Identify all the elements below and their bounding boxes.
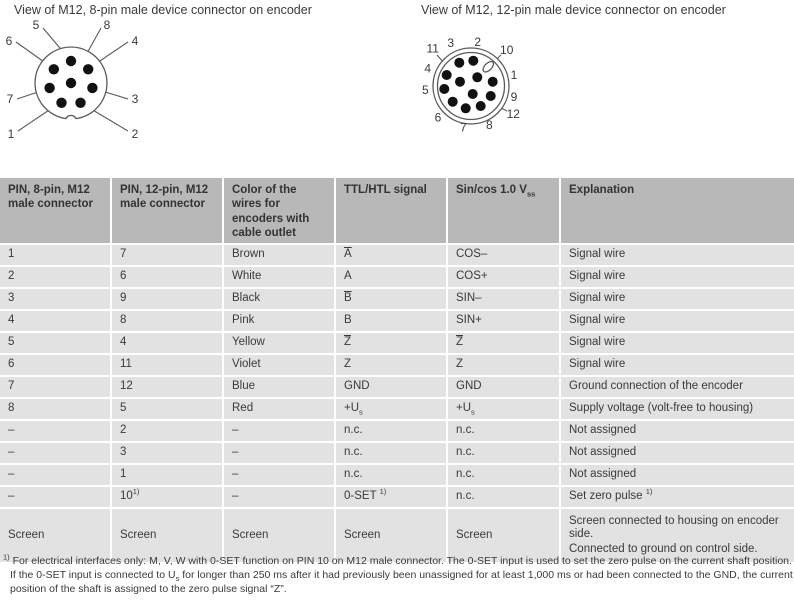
table-header-row xyxy=(0,178,794,245)
cell-r2-c1: 2 xyxy=(0,267,112,289)
cell-text: Explanation xyxy=(569,184,635,196)
cell-r9-c5: n.c. xyxy=(448,421,561,443)
footnote: $^{1)}$ For electrical interfaces only: M, V, W with 0-SET function on PIN 10 on M12 male connector. The 0-SET input is used to set the zero pulse on the current shaft position. If the 0-SET input is connected to $U_s$ for longer than 250 ms after it had previously been unassigned for at least 1,000 ms or had been connected to the GND, the current position of the shaft is assigned to the zero pulse signal “Z”. xyxy=(3,552,793,595)
pin-12-dot xyxy=(468,89,478,99)
column-header-5: Sin/cos 1.0 $V_{ss}$ xyxy=(448,178,561,245)
cell-r12-c5: n.c. xyxy=(448,487,561,509)
column-header-4 xyxy=(336,178,448,245)
cell-r9-c3: – xyxy=(224,421,336,443)
cell-r9-c4: n.c. xyxy=(336,421,448,443)
pin-10-dot xyxy=(472,72,482,82)
table-row-8 xyxy=(0,399,794,421)
cell-r1-c3: Brown xyxy=(224,245,336,267)
pin-label-2: 2 xyxy=(131,127,139,142)
cell-text: Color of the wires for encoders with cable outlet xyxy=(232,184,310,240)
cell-r13-c2: Screen xyxy=(112,509,224,565)
cell-r2-c2: 6 xyxy=(112,267,224,289)
cell-r5-c4 xyxy=(336,333,448,355)
pin-9-dot xyxy=(486,91,496,101)
m12-8pin-connector-diagram xyxy=(0,14,150,159)
cell-r10-c3: – xyxy=(224,443,336,465)
cell-text: $\overline{B}$ xyxy=(344,291,352,304)
cell-r3-c3: Black xyxy=(224,289,336,311)
cell-r4-c2: 8 xyxy=(112,311,224,333)
pin-label-7: 7 xyxy=(6,92,14,107)
table-row-6 xyxy=(0,355,794,377)
cell-r6-c5: Z xyxy=(448,355,561,377)
cell-r6-c1: 6 xyxy=(0,355,112,377)
pin-7-dot xyxy=(44,83,54,93)
pin-label-12: 12 xyxy=(506,107,520,122)
cell-r2-c4: A xyxy=(336,267,448,289)
cell-r11-c5: n.c. xyxy=(448,465,561,487)
cell-r13-c5: Screen xyxy=(448,509,561,565)
pin-label-10: 10 xyxy=(500,42,514,57)
cell-r3-c2: 9 xyxy=(112,289,224,311)
cell-r3-c6: Signal wire xyxy=(561,289,794,311)
cell-r4-c6: Signal wire xyxy=(561,311,794,333)
cell-r12-c3: – xyxy=(224,487,336,509)
cell-r13-c4: Screen xyxy=(336,509,448,565)
cell-r12-c4: 0-SET $^{1)}$ xyxy=(336,487,448,509)
pin-1-dot xyxy=(56,98,66,108)
pin-label-5: 5 xyxy=(421,82,429,97)
cell-text: TTL/HTL signal xyxy=(344,184,427,196)
cell-r7-c2: 12 xyxy=(112,377,224,399)
pin-label-1: 1 xyxy=(7,127,15,142)
table-row-5 xyxy=(0,333,794,355)
pin-label-6: 6 xyxy=(5,34,13,49)
pin-label-9: 9 xyxy=(510,89,518,104)
pin-4-dot xyxy=(83,64,93,74)
cell-text: 0-SET xyxy=(344,489,380,502)
cell-r1-c1: 1 xyxy=(0,245,112,267)
pin-label-5: 5 xyxy=(32,18,40,33)
cell-r11-c1: – xyxy=(0,465,112,487)
cell-text: +U xyxy=(344,401,360,414)
pin-3-dot xyxy=(87,83,97,93)
cell-r3-c5: SIN– xyxy=(448,289,561,311)
cell-r11-c3: – xyxy=(224,465,336,487)
pin-6-dot xyxy=(448,97,458,107)
cell-r7-c5: GND xyxy=(448,377,561,399)
cell-r4-c1: 4 xyxy=(0,311,112,333)
cell-r5-c6: Signal wire xyxy=(561,333,794,355)
table-row-9 xyxy=(0,421,794,443)
table-row-4 xyxy=(0,311,794,333)
pin-label-4: 4 xyxy=(131,34,139,49)
cell-r8-c4: $+U_s$ xyxy=(336,399,448,421)
pin-label-11: 11 xyxy=(426,41,439,56)
pin-5-dot xyxy=(439,84,449,94)
cell-r1-c4 xyxy=(336,245,448,267)
cell-r10-c5: n.c. xyxy=(448,443,561,465)
pin-label-2: 2 xyxy=(474,34,482,49)
cell-r13-c3: Screen xyxy=(224,509,336,565)
cell-r5-c5 xyxy=(448,333,561,355)
cell-text: +U xyxy=(456,401,472,414)
cell-r2-c3: White xyxy=(224,267,336,289)
cell-r12-c6: Set zero pulse $^{1)}$ xyxy=(561,487,794,509)
explanation-line: Screen connected to housing on encoder side. xyxy=(569,514,779,540)
cell-r1-c6: Signal wire xyxy=(561,245,794,267)
pin-3-dot xyxy=(454,58,464,68)
cell-r6-c6: Signal wire xyxy=(561,355,794,377)
cell-r13-c1: Screen xyxy=(0,509,112,565)
table-row-3 xyxy=(0,289,794,311)
column-header-6 xyxy=(561,178,794,245)
cell-r11-c4: n.c. xyxy=(336,465,448,487)
cell-r12-c1: – xyxy=(0,487,112,509)
cell-r5-c2: 4 xyxy=(112,333,224,355)
cell-r5-c1: 5 xyxy=(0,333,112,355)
pin-assignment-table xyxy=(0,178,794,564)
cell-r11-c2: 1 xyxy=(112,465,224,487)
cell-r12-c2: 10$^{1)}$ xyxy=(112,487,224,509)
column-header-3 xyxy=(224,178,336,245)
cell-r7-c6: Ground connection of the encoder xyxy=(561,377,794,399)
cell-r2-c6: Signal wire xyxy=(561,267,794,289)
table-row-11 xyxy=(0,465,794,487)
cell-r8-c2: 5 xyxy=(112,399,224,421)
cell-r9-c1: – xyxy=(0,421,112,443)
pin-label-4: 4 xyxy=(424,61,432,76)
cell-r1-c5: COS– xyxy=(448,245,561,267)
m12-12pin-connector-diagram xyxy=(398,14,558,154)
cell-r8-c6: Supply voltage (volt-free to housing) xyxy=(561,399,794,421)
table-row-12 xyxy=(0,487,794,509)
cell-text: PIN, 8-pin, M12 male connector xyxy=(8,184,93,211)
pin-label-1: 1 xyxy=(510,68,518,83)
pin-label-7: 7 xyxy=(459,120,467,135)
cell-text: PIN, 12-pin, M12 male connector xyxy=(120,184,209,211)
pin-5-dot xyxy=(66,56,76,66)
column-header-2 xyxy=(112,178,224,245)
explanation-line: Connected to ground on control side. xyxy=(569,542,758,555)
pin-7-dot xyxy=(461,103,471,113)
pin-label-8: 8 xyxy=(103,18,111,33)
cell-r1-c2: 7 xyxy=(112,245,224,267)
cell-text: $\overline{Z}$ xyxy=(344,335,352,348)
pin-2-dot xyxy=(468,56,478,66)
cell-r6-c2: 11 xyxy=(112,355,224,377)
pin-label-6: 6 xyxy=(434,110,442,125)
cell-r10-c2: 3 xyxy=(112,443,224,465)
cell-r7-c1: 7 xyxy=(0,377,112,399)
pin-label-3: 3 xyxy=(447,36,455,51)
cell-r9-c6: Not assigned xyxy=(561,421,794,443)
cell-r6-c3: Violet xyxy=(224,355,336,377)
cell-r8-c3: Red xyxy=(224,399,336,421)
pin-11-dot xyxy=(455,77,465,87)
cell-r2-c5: COS+ xyxy=(448,267,561,289)
cell-text: $\overline{A}$ xyxy=(344,247,352,260)
pin-label-3: 3 xyxy=(131,92,139,107)
cell-r10-c4: n.c. xyxy=(336,443,448,465)
cell-r8-c1: 8 xyxy=(0,399,112,421)
table-row-1 xyxy=(0,245,794,267)
cell-r9-c2: 2 xyxy=(112,421,224,443)
cell-text: $\overline{Z}$ xyxy=(456,335,464,348)
pin-1-dot xyxy=(488,77,498,87)
cell-text: 10 xyxy=(120,489,133,502)
cell-r3-c4 xyxy=(336,289,448,311)
cell-r8-c5: $+U_s$ xyxy=(448,399,561,421)
table-row-2 xyxy=(0,267,794,289)
column-header-1 xyxy=(0,178,112,245)
cell-r10-c1: – xyxy=(0,443,112,465)
cell-r7-c3: Blue xyxy=(224,377,336,399)
cell-r4-c4: B xyxy=(336,311,448,333)
cell-r5-c3: Yellow xyxy=(224,333,336,355)
left-diagram-title: View of M12, 8-pin male device connector on encoder xyxy=(14,3,312,17)
cell-r7-c4: GND xyxy=(336,377,448,399)
cell-text: Sin/cos 1.0 V xyxy=(456,184,527,196)
cell-r10-c6: Not assigned xyxy=(561,443,794,465)
cell-r6-c4: Z xyxy=(336,355,448,377)
cell-r4-c3: Pink xyxy=(224,311,336,333)
table-row-10 xyxy=(0,443,794,465)
cell-r11-c6: Not assigned xyxy=(561,465,794,487)
table-row-7 xyxy=(0,377,794,399)
pin-2-dot xyxy=(75,98,85,108)
pin-4-dot xyxy=(442,70,452,80)
pin-label-8: 8 xyxy=(485,118,493,133)
cell-r3-c1: 3 xyxy=(0,289,112,311)
pin-8-dot xyxy=(476,101,486,111)
pin-8-dot xyxy=(66,78,76,88)
cell-r4-c5: SIN+ xyxy=(448,311,561,333)
cell-text: Set zero pulse xyxy=(569,489,646,502)
pin-6-dot xyxy=(49,64,59,74)
right-diagram-title: View of M12, 12-pin male device connector on encoder xyxy=(421,3,726,17)
